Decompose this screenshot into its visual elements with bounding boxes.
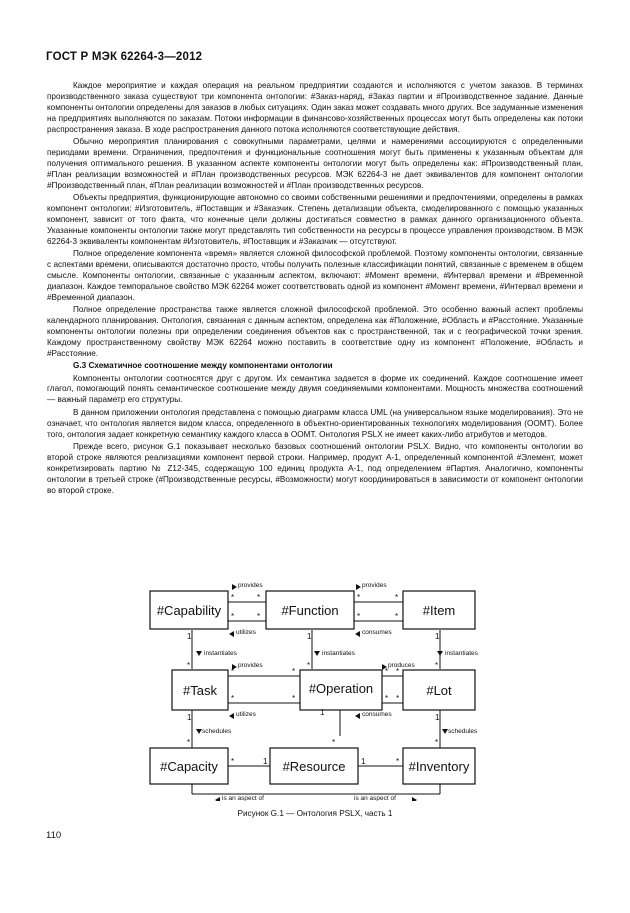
mult-star: * bbox=[385, 667, 389, 676]
body-text bbox=[47, 81, 583, 498]
label-schedules: schedules bbox=[448, 728, 478, 735]
mult-star: * bbox=[257, 612, 261, 621]
mult-star: * bbox=[395, 593, 399, 602]
box-resource-label: #Resource bbox=[282, 759, 346, 774]
document-header: ГОСТ Р МЭК 62264-3—2012 bbox=[46, 51, 203, 63]
label-utilizes: utilizes bbox=[236, 711, 256, 718]
paragraph: Объекты предприятия, функционирующие автономно со своими собственными решениями и предпочтениями, определены в рамках компонент онтологии: #Изготовитель, #Поставщик и #Заказчик. Степень детализации объекта, смоделированного с помощью указанных компонент, зависит от того факта, что конечные цели должны достигаться совместно в рамках данного организационного объекта. Указанные компоненты онтологии также могут представлять тип собственности на ресурсы в процессе управления производством. В МЭК 62264-3 эквиваленты компонентам #Изготовитель, #Поставщик и #Заказчик — отсутствуют. bbox=[47, 193, 583, 246]
mult-star: * bbox=[187, 738, 191, 747]
label-provides: provides bbox=[238, 582, 263, 589]
mult-star: * bbox=[332, 738, 336, 747]
label-instantiates: instantiates bbox=[445, 650, 478, 657]
mult-star: * bbox=[385, 694, 389, 703]
label-schedules: schedules bbox=[202, 728, 232, 735]
mult-star: * bbox=[231, 593, 235, 602]
mult-one: 1 bbox=[263, 757, 268, 766]
section-heading: G.3 Схематичное соотношение между компонентами онтологии bbox=[73, 361, 333, 371]
mult-star: * bbox=[396, 694, 400, 703]
label-provides: provides bbox=[362, 582, 387, 589]
label-consumes: consumes bbox=[362, 711, 392, 718]
mult-star: * bbox=[257, 593, 261, 602]
mult-star: * bbox=[231, 612, 235, 621]
mult-star: * bbox=[307, 661, 311, 670]
mult-one: 1 bbox=[320, 708, 325, 717]
mult-star: * bbox=[396, 667, 400, 676]
box-lot-label: #Lot bbox=[426, 683, 452, 698]
box-task-label: #Task bbox=[183, 683, 217, 698]
mult-star: * bbox=[187, 661, 191, 670]
box-operation-label: #Operation bbox=[308, 681, 374, 696]
mult-star: * bbox=[231, 667, 235, 676]
label-produces: produces bbox=[388, 662, 415, 669]
mult-one: 1 bbox=[187, 632, 192, 641]
page-number: 110 bbox=[46, 830, 62, 841]
mult-star: * bbox=[292, 694, 296, 703]
mult-star: * bbox=[357, 593, 361, 602]
mult-star: * bbox=[357, 612, 361, 621]
label-instantiates: instantiates bbox=[322, 650, 355, 657]
mult-star: * bbox=[231, 757, 235, 766]
mult-star: * bbox=[395, 612, 399, 621]
label-aspect: is an aspect of bbox=[222, 795, 264, 801]
mult-one: 1 bbox=[361, 757, 366, 766]
mult-star: * bbox=[396, 757, 400, 766]
mult-one: 1 bbox=[307, 632, 312, 641]
paragraph: В данном приложении онтология представлена с помощью диаграмм класса UML (на универсальном языке моделирования). Это не означает, что онтология является видом класса, определенного в объектно-ориентированных технологиях моделирования (OOMT). Более того, онтология задает конкретную семантику каждого класса в OOMT. Онтология PSLX не имеет каких-либо атрибутов и методов. bbox=[47, 407, 583, 439]
mult-star: * bbox=[231, 694, 235, 703]
figure-caption: Рисунок G.1 — Онтология PSLX, часть 1 bbox=[237, 809, 393, 818]
mult-star: * bbox=[435, 738, 439, 747]
paragraph: Прежде всего, рисунок G.1 показывает несколько базовых соотношений онтологии PSLX. Видно, что компоненты онтологии во второй строке являются реализациями компонент первой строки. Например, продукт A-1, определенный компонентой #Элемент, может конкретизировать партию № Z12-345, содержащую 100 единиц продукта A-1, под определением #Партия. Аналогично, компоненты онтологии в третьей строке (#Производственные ресурсы, #Возможности) могут координироваться в зависимости от компонент онтологии во второй строке. bbox=[47, 442, 583, 495]
box-capability-label: #Capability bbox=[156, 603, 222, 618]
mult-one: 1 bbox=[187, 713, 192, 722]
box-function-label: #Function bbox=[281, 603, 339, 618]
box-capacity-label: #Capacity bbox=[160, 759, 218, 774]
paragraph: Обычно мероприятия планирования с совокупными параметрами, целями и намерениями ассоциируются с определенными периодами времени. Ограничения, предпочтения и функциональные соотношения могут быть применены к указанным объектам для получения оптимального решения. В указанном аспекте компоненты онтологии могут быть определены как: #Производственный план, #План реализации возможностей и #План производственных ресурсов. МЭК 62264-3 не дает эквивалентов для компонент онтологии #Производственный план, #План реализации возможностей и #План производственных ресурсов. bbox=[47, 137, 583, 190]
box-item-label: #Item bbox=[422, 603, 456, 618]
label-utilizes: utilizes bbox=[236, 629, 256, 636]
label-consumes: consumes bbox=[362, 629, 392, 636]
pslx-ontology-diagram bbox=[140, 576, 480, 801]
label-instantiates: instantiates bbox=[204, 650, 237, 657]
label-aspect: is an aspect of bbox=[354, 795, 396, 801]
paragraph: Каждое мероприятие и каждая операция на реальном предприятии создаются и исполняются с учетом заказов. В терминах производственного заказа существуют три компонента онтологии: #Заказ-наряд, #Заказ партии и #Производственное задание. Данные компоненты онтологии определены для заказов в любых ситуациях. Один заказ может создавать много других. Все задуманные изменения на предприятиях выполняются по заказам. Потоки информации в финансово-хозяйственных процессах могут быть определены как потоки распространения заказа. В ходе распространения данного потока исполняются соответствующие действия. bbox=[47, 81, 583, 134]
paragraph: Полное определение пространства также является сложной философской проблемой. Это особенно важный аспект проблемы календарного планирования. Онтология, связанная с данным аспектом, определена как #Положение, #Область и #Расстояние. Указанные компоненты онтологии полезны при определении соединения объектов как с пространственной, так и с географической точки зрения. Каждому пространственному свойству МЭК 62264 можно поставить в соответствие одну из компонент #Положение, #Область и #Расстояние. bbox=[47, 305, 583, 358]
label-provides: provides bbox=[238, 662, 263, 669]
mult-star: * bbox=[435, 661, 439, 670]
mult-one: 1 bbox=[435, 632, 440, 641]
paragraph: Полное определение компонента «время» является сложной философской проблемой. Поэтому компоненты онтологии, связанные с аспектами времени, описываются достаточно просто, чтобы получить полезные классификации понятий, связанные с временем в общем смысле. Компоненты онтологии, связанные с указанным аспектом, включают: #Момент времени, #Интервал времени и #Временной диапазон. Каждое темпоральное свойство МЭК 62264 может соответствовать одной из компонент #Момент времени, #Интервал времени и #Временной диапазон. bbox=[47, 249, 583, 302]
mult-star: * bbox=[292, 667, 296, 676]
paragraph: Компоненты онтологии соотносятся друг с другом. Их семантика задается в форме их соединений. Каждое соотношение имеет глагол, помогающий понять семантическое соотношение между двумя соединяемыми компонентами. Мощность множества соотношений — важный параметр его структуры. bbox=[47, 373, 583, 405]
box-inventory-label: #Inventory bbox=[408, 759, 470, 774]
mult-one: 1 bbox=[435, 713, 440, 722]
